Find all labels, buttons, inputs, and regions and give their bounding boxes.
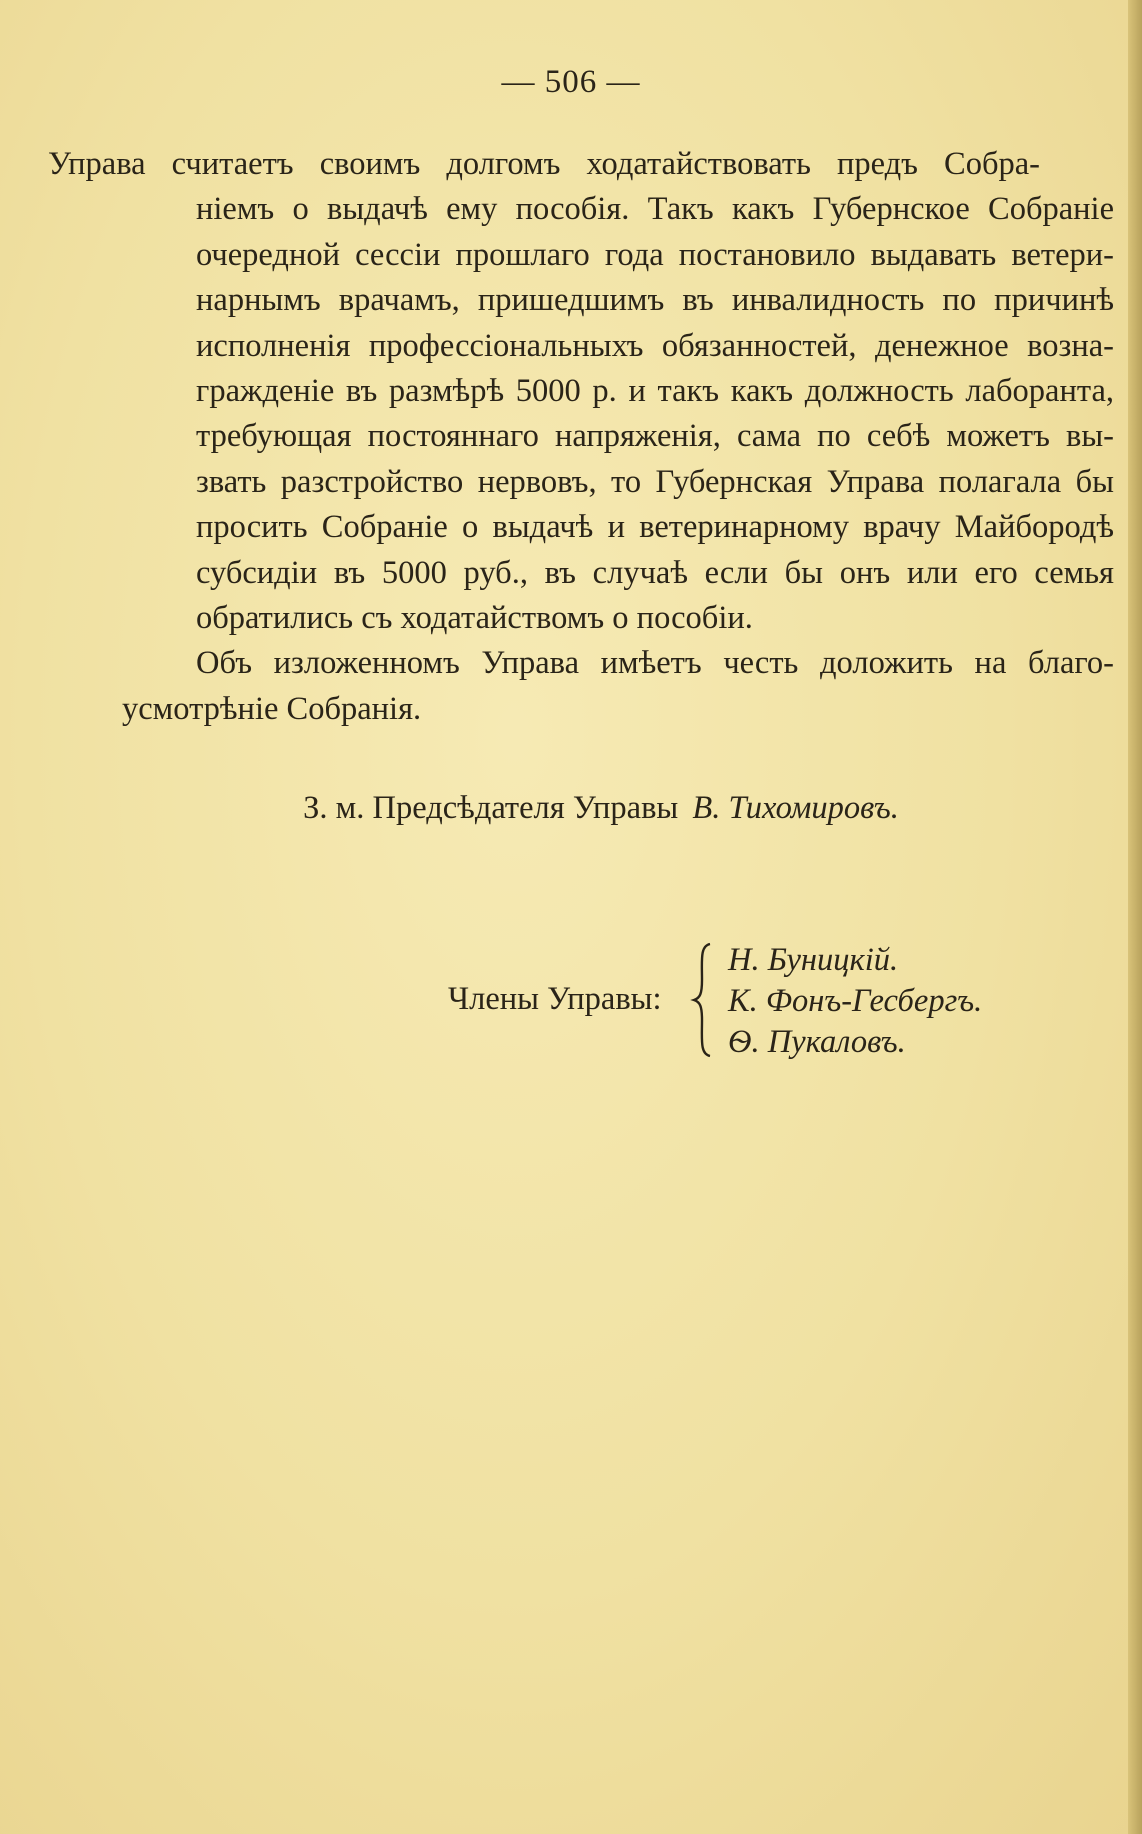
member-name: К. Фонъ-Гесбергъ. bbox=[728, 983, 983, 1019]
page-number: — 506 — bbox=[501, 64, 641, 100]
chairman-signer: В. Тихомировъ. bbox=[692, 790, 899, 826]
curly-brace-icon bbox=[690, 940, 714, 1060]
body-text bbox=[48, 142, 1114, 732]
chairman-title: З. м. Предсѣдателя Управы bbox=[303, 790, 679, 826]
text-line: просить Собраніе о выдачѣ и ветеринарному врачу Майбородѣ bbox=[196, 509, 1114, 546]
members-label: Члены Управы: bbox=[448, 981, 662, 1017]
text-line: субсидіи въ 5000 руб., въ случаѣ если бы онъ или его семья bbox=[196, 554, 1114, 591]
text-line: обратились съ ходатайствомъ о пособіи. bbox=[196, 600, 753, 637]
text-line: звать разстройство нервовъ, то Губернская Управа полагала бы bbox=[196, 463, 1114, 500]
text-line: очередной сессіи прошлаго года постановило выдавать ветери- bbox=[196, 236, 1114, 273]
paragraph-2 bbox=[122, 641, 1114, 732]
text-line: нарнымъ врачамъ, пришедшимъ въ инвалидность по причинѣ bbox=[196, 282, 1114, 319]
text-line: гражденіе въ размѣрѣ 5000 р. и такъ какъ должность лаборанта, bbox=[196, 373, 1114, 410]
chairman-signature bbox=[0, 790, 1142, 827]
text-line: Управа считаетъ своимъ долгомъ ходатайствовать предъ Собра- bbox=[48, 146, 1040, 182]
page-edge bbox=[1128, 0, 1142, 1834]
paragraph-1 bbox=[48, 142, 1114, 641]
text-line: ніемъ о выдачѣ ему пособія. Такъ какъ Губернское Собраніе bbox=[196, 191, 1114, 228]
text-line: Объ изложенномъ Управа имѣетъ честь доложить на благо- bbox=[196, 645, 1114, 682]
member-name: Н. Буницкій. bbox=[728, 942, 899, 978]
members-list bbox=[728, 940, 982, 1063]
text-line: усмотрѣніе Собранія. bbox=[122, 690, 422, 727]
board-members bbox=[448, 940, 1048, 1060]
member-name: Ѳ. Пукаловъ. bbox=[728, 1024, 906, 1060]
text-line: исполненія профессіональныхъ обязанностей, денежное возна- bbox=[196, 327, 1114, 364]
text-line: требующая постояннаго напряженія, сама по себѣ можетъ вы- bbox=[196, 418, 1114, 455]
